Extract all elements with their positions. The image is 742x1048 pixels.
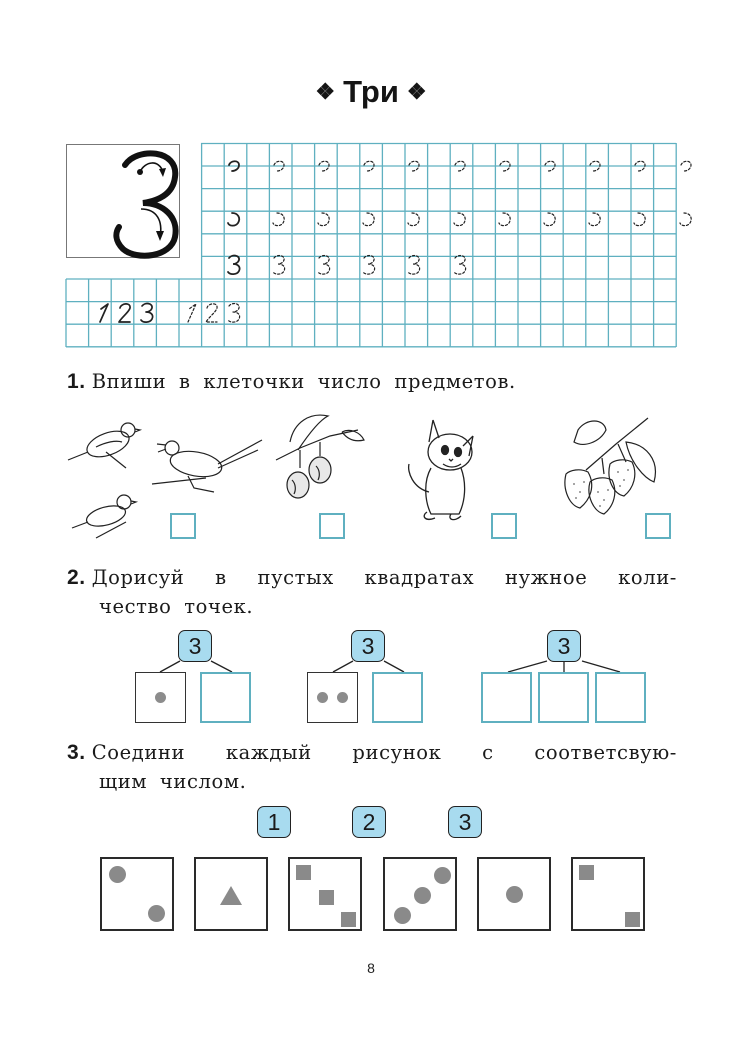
task-1-number: 1.: [67, 370, 86, 393]
circle-shape: [434, 867, 451, 884]
triangle-shape: [220, 886, 242, 905]
title-text: Три: [343, 74, 399, 109]
card-three-squares[interactable]: [288, 857, 362, 931]
circle-shape: [506, 886, 523, 903]
task-3-line-1: Соедини каждый рисунок с соответсвую-: [91, 741, 677, 764]
square-shape: [319, 890, 334, 905]
number-badge-1[interactable]: 1: [257, 806, 291, 838]
circle-shape: [394, 907, 411, 924]
square-shape: [625, 912, 640, 927]
task-2-line-1: Дорисуй в пустых квадратах нужное коли-: [91, 566, 677, 589]
card-three-circles[interactable]: [383, 857, 457, 931]
group-1-total-badge: 3: [178, 630, 212, 662]
task-3-instruction: [67, 738, 677, 796]
card-one-triangle[interactable]: [194, 857, 268, 931]
ornament-right-icon: ❖: [406, 79, 427, 104]
group-2-total-badge: 3: [351, 630, 385, 662]
group-3-total-badge: 3: [547, 630, 581, 662]
square-shape: [579, 865, 594, 880]
circle-shape: [148, 905, 165, 922]
group-3-box-empty-1[interactable]: [481, 672, 532, 723]
card-two-circles[interactable]: [100, 857, 174, 931]
circle-shape: [414, 887, 431, 904]
task-2-number: 2.: [67, 566, 86, 589]
page-number: 8: [367, 960, 375, 976]
task-3-line-2: щим числом.: [99, 770, 247, 793]
dot: [317, 692, 328, 703]
task-3-number: 3.: [67, 741, 86, 764]
group-2-box-empty[interactable]: [372, 672, 423, 723]
dot: [337, 692, 348, 703]
group-1-box-empty[interactable]: [200, 672, 251, 723]
card-two-squares[interactable]: [571, 857, 645, 931]
square-shape: [296, 865, 311, 880]
group-1-box-filled: [135, 672, 186, 723]
dot: [155, 692, 166, 703]
group-3-box-empty-2[interactable]: [538, 672, 589, 723]
number-badge-2[interactable]: 2: [352, 806, 386, 838]
number-badge-3[interactable]: 3: [448, 806, 482, 838]
ornament-left-icon: ❖: [315, 79, 336, 104]
circle-shape: [109, 866, 126, 883]
group-2-box-filled: [307, 672, 358, 723]
group-3-box-empty-3[interactable]: [595, 672, 646, 723]
task-1-text: Впиши в клеточки число предметов.: [91, 370, 516, 393]
task-2-line-2: чество точек.: [99, 595, 254, 618]
card-one-circle[interactable]: [477, 857, 551, 931]
square-shape: [341, 912, 356, 927]
